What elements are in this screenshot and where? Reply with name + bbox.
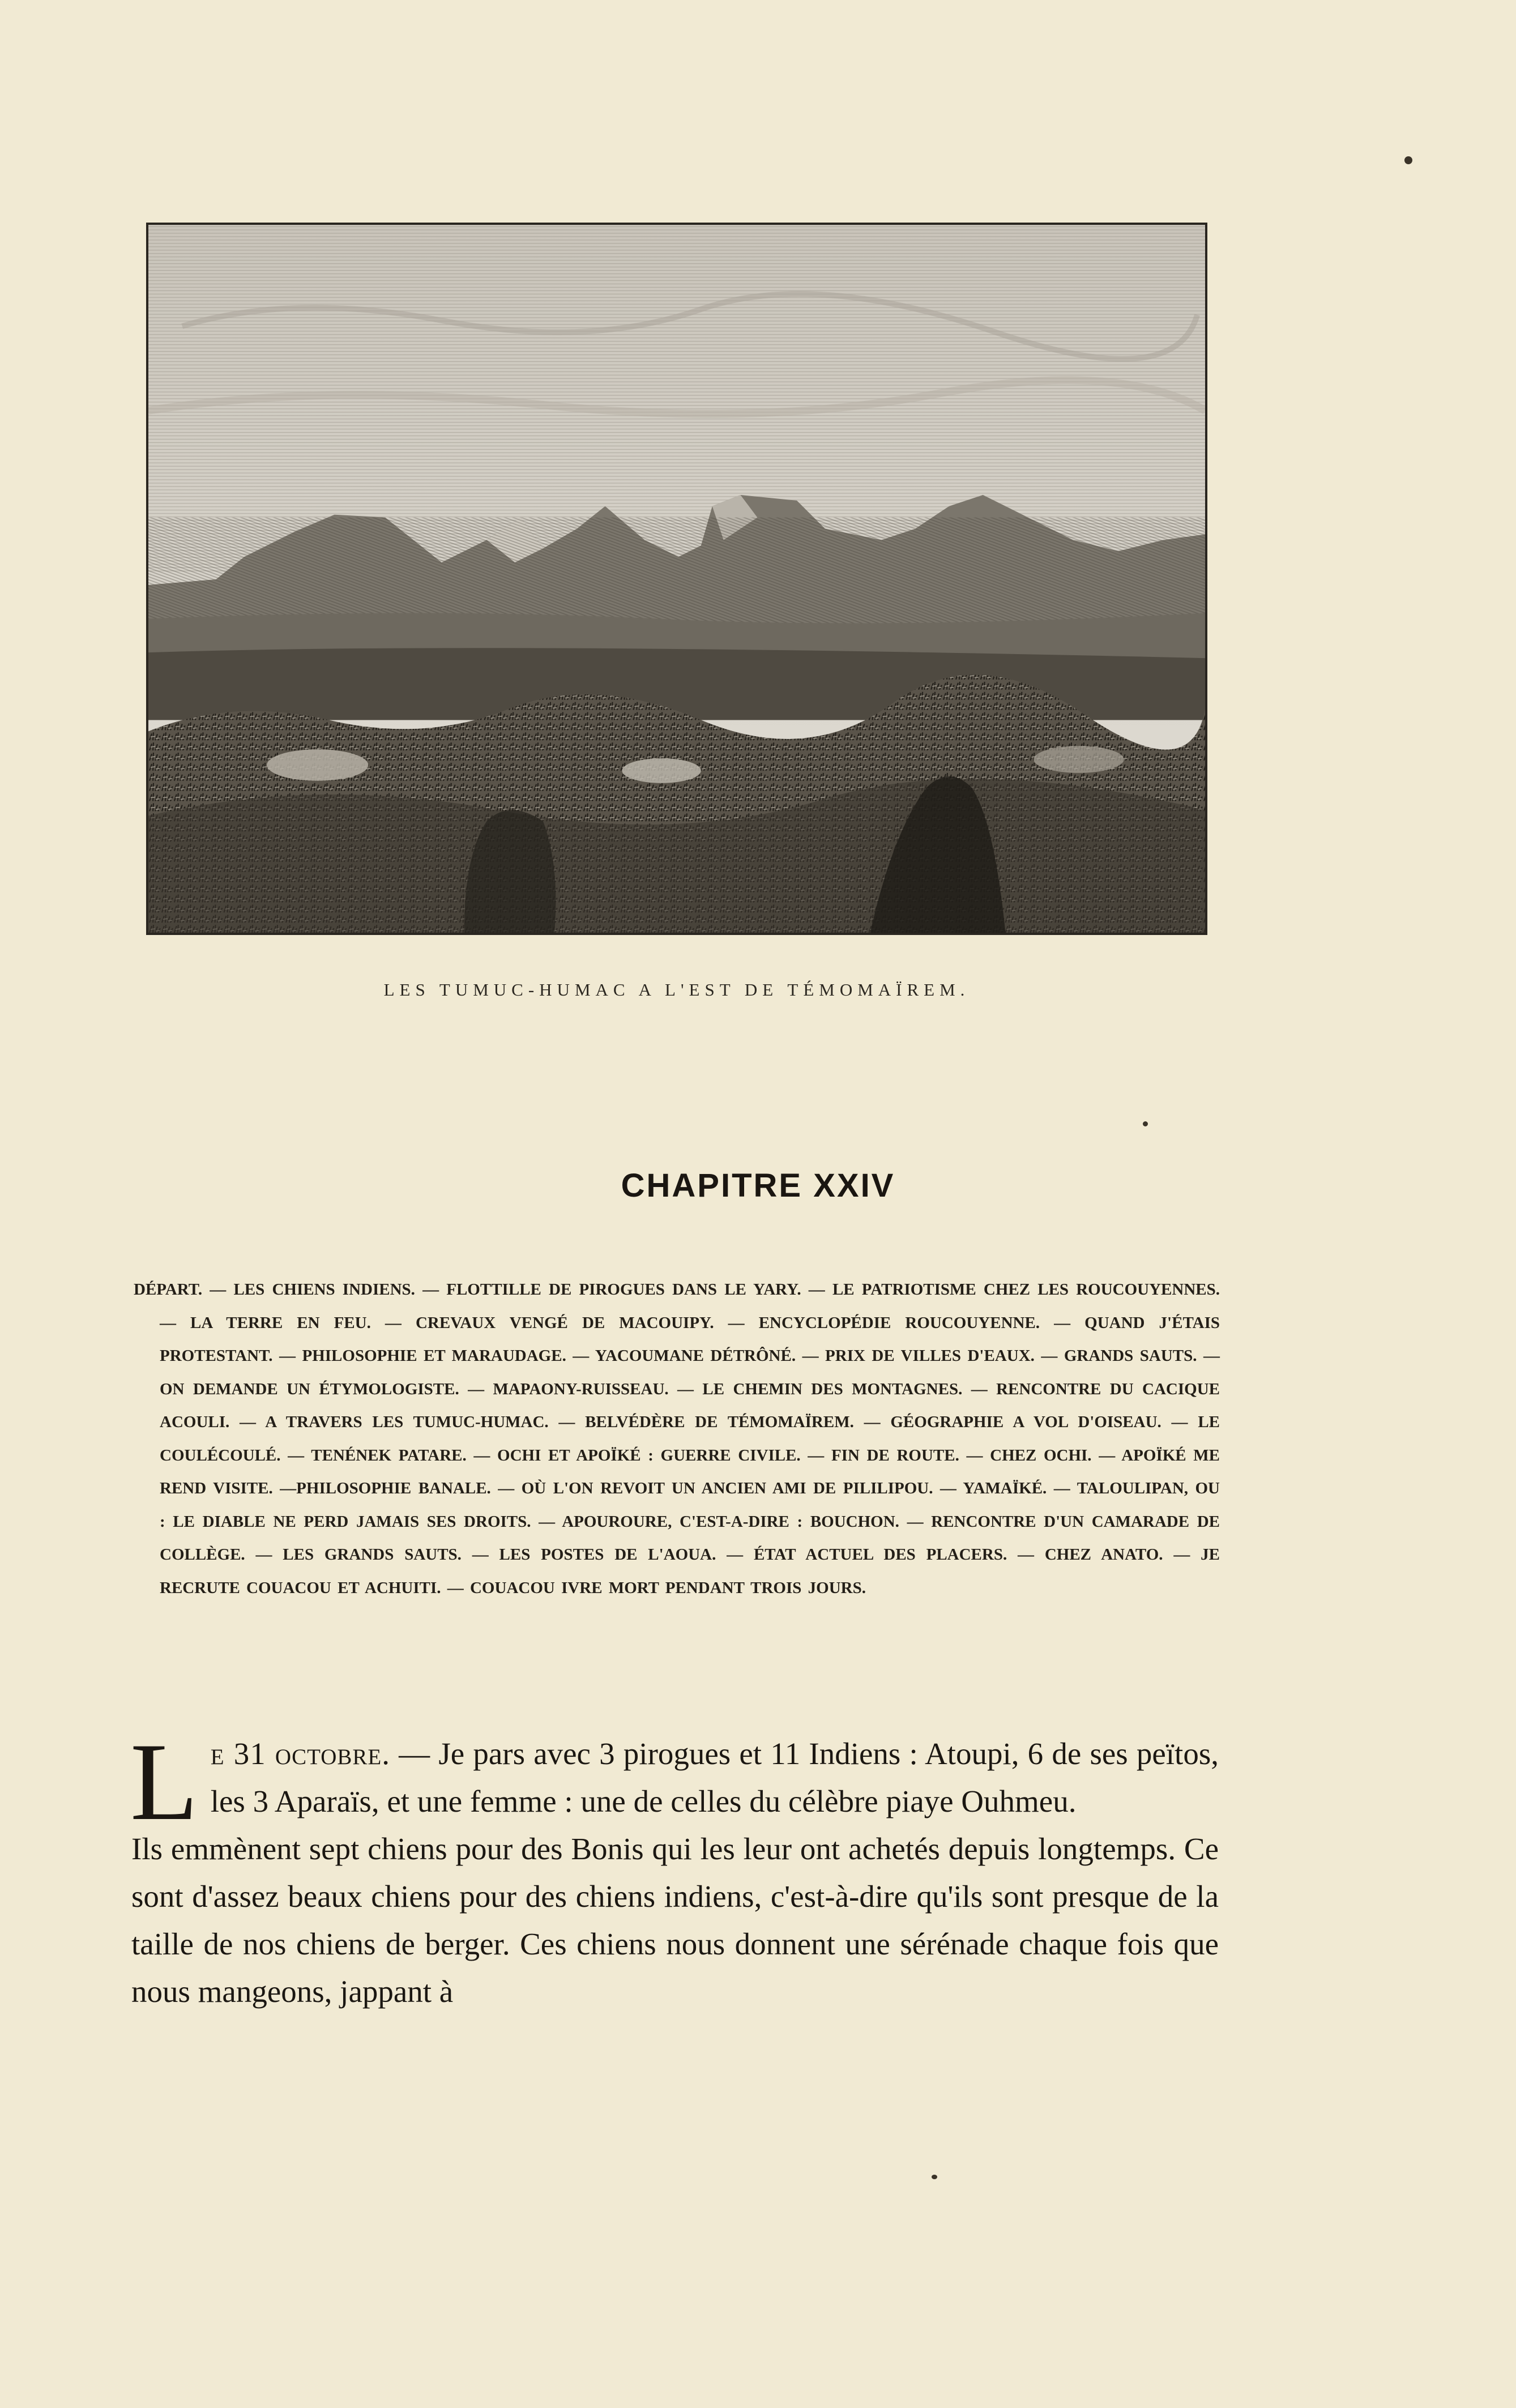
paragraph-2: Ils emmènent sept chiens pour des Bonis qui les leur ont achetés depuis longtemps. Ce sont d'assez beaux chiens pour des chiens indiens, c'est-à-dire qu'ils sont presque de la taille de nos chiens de berger. Ces chiens nous donnent une sérénade chaque fois que nous mangeons, jappant à	[131, 1831, 1219, 2009]
paragraph-1-text: — Je pars avec 3 pirogues et 11 Indiens : Atoupi, 6 de ses peïtos, les 3 Aparaïs, et une femme : une de celles du célèbre piaye Ouhmeu.	[210, 1736, 1219, 1818]
paragraph-1	[130, 1720, 1219, 1843]
body-text	[130, 1720, 1219, 2016]
illustration-caption: LES TUMUC-HUMAC A L'EST DE TÉMOMAÏREM.	[383, 980, 970, 1000]
chapter-summary-text: DÉPART. — LES CHIENS INDIENS. — FLOTTILLE DE PIROGUES DANS LE YARY. — LE PATRIOTISME CHEZ LES ROUCOUYENNES. — LA TERRE EN FEU. — CREVAUX VENGÉ DE MACOUIPY. — ENCYCLOPÉDIE ROUCOUYENNE. — QUAND J'ÉTAIS PROTESTANT. — PHILOSOPHIE ET MARAUDAGE. — YACOUMANE DÉTRÔNÉ. — PRIX DE VILLES D'EAUX. — GRANDS SAUTS. — ON DEMANDE UN ÉTYMOLOGISTE. — MAPAONY-RUISSEAU. — LE CHEMIN DES MONTAGNES. — RENCONTRE DU CACIQUE ACOULI. — A TRAVERS LES TUMUC-HUMAC. — BELVÉDÈRE DE TÉMOMAÏREM. — GÉOGRAPHIE A VOL D'OISEAU. — LE COULÉCOULÉ. — TENÉNEK PATARE. — OCHI ET APOÏKÉ : GUERRE CIVILE. — FIN DE ROUTE. — CHEZ OCHI. — APOÏKÉ ME REND VISITE. —PHILOSOPHIE BANALE. — OÙ L'ON REVOIT UN ANCIEN AMI DE PILILIPOU. — YAMAÏKÉ. — TALOULIPAN, OU : LE DIABLE NE PERD JAMAIS SES DROITS. — APOUROURE, C'EST-A-DIRE : BOUCHON. — RENCONTRE D'UN CAMARADE DE COLLÈGE. — LES GRANDS SAUTS. — LES POSTES DE L'AOUA. — ÉTAT ACTUEL DES PLACERS. — CHEZ ANATO. — JE RECRUTE COUACOU ET ACHUITI. — COUACOU IVRE MORT PENDANT TROIS JOURS.	[134, 1280, 1220, 1597]
mountain-landscape-illustration	[148, 225, 1205, 933]
ink-speck	[1143, 1121, 1148, 1126]
chapter-summary	[134, 1273, 1220, 1604]
landscape-engraving	[146, 223, 1207, 935]
entry-date: e 31 octobre.	[210, 1736, 390, 1771]
ink-speck	[932, 2175, 937, 2179]
drop-cap: L	[130, 1720, 198, 1843]
ink-speck	[1404, 156, 1412, 164]
chapter-title: CHAPITRE XXIV	[621, 1167, 895, 1204]
